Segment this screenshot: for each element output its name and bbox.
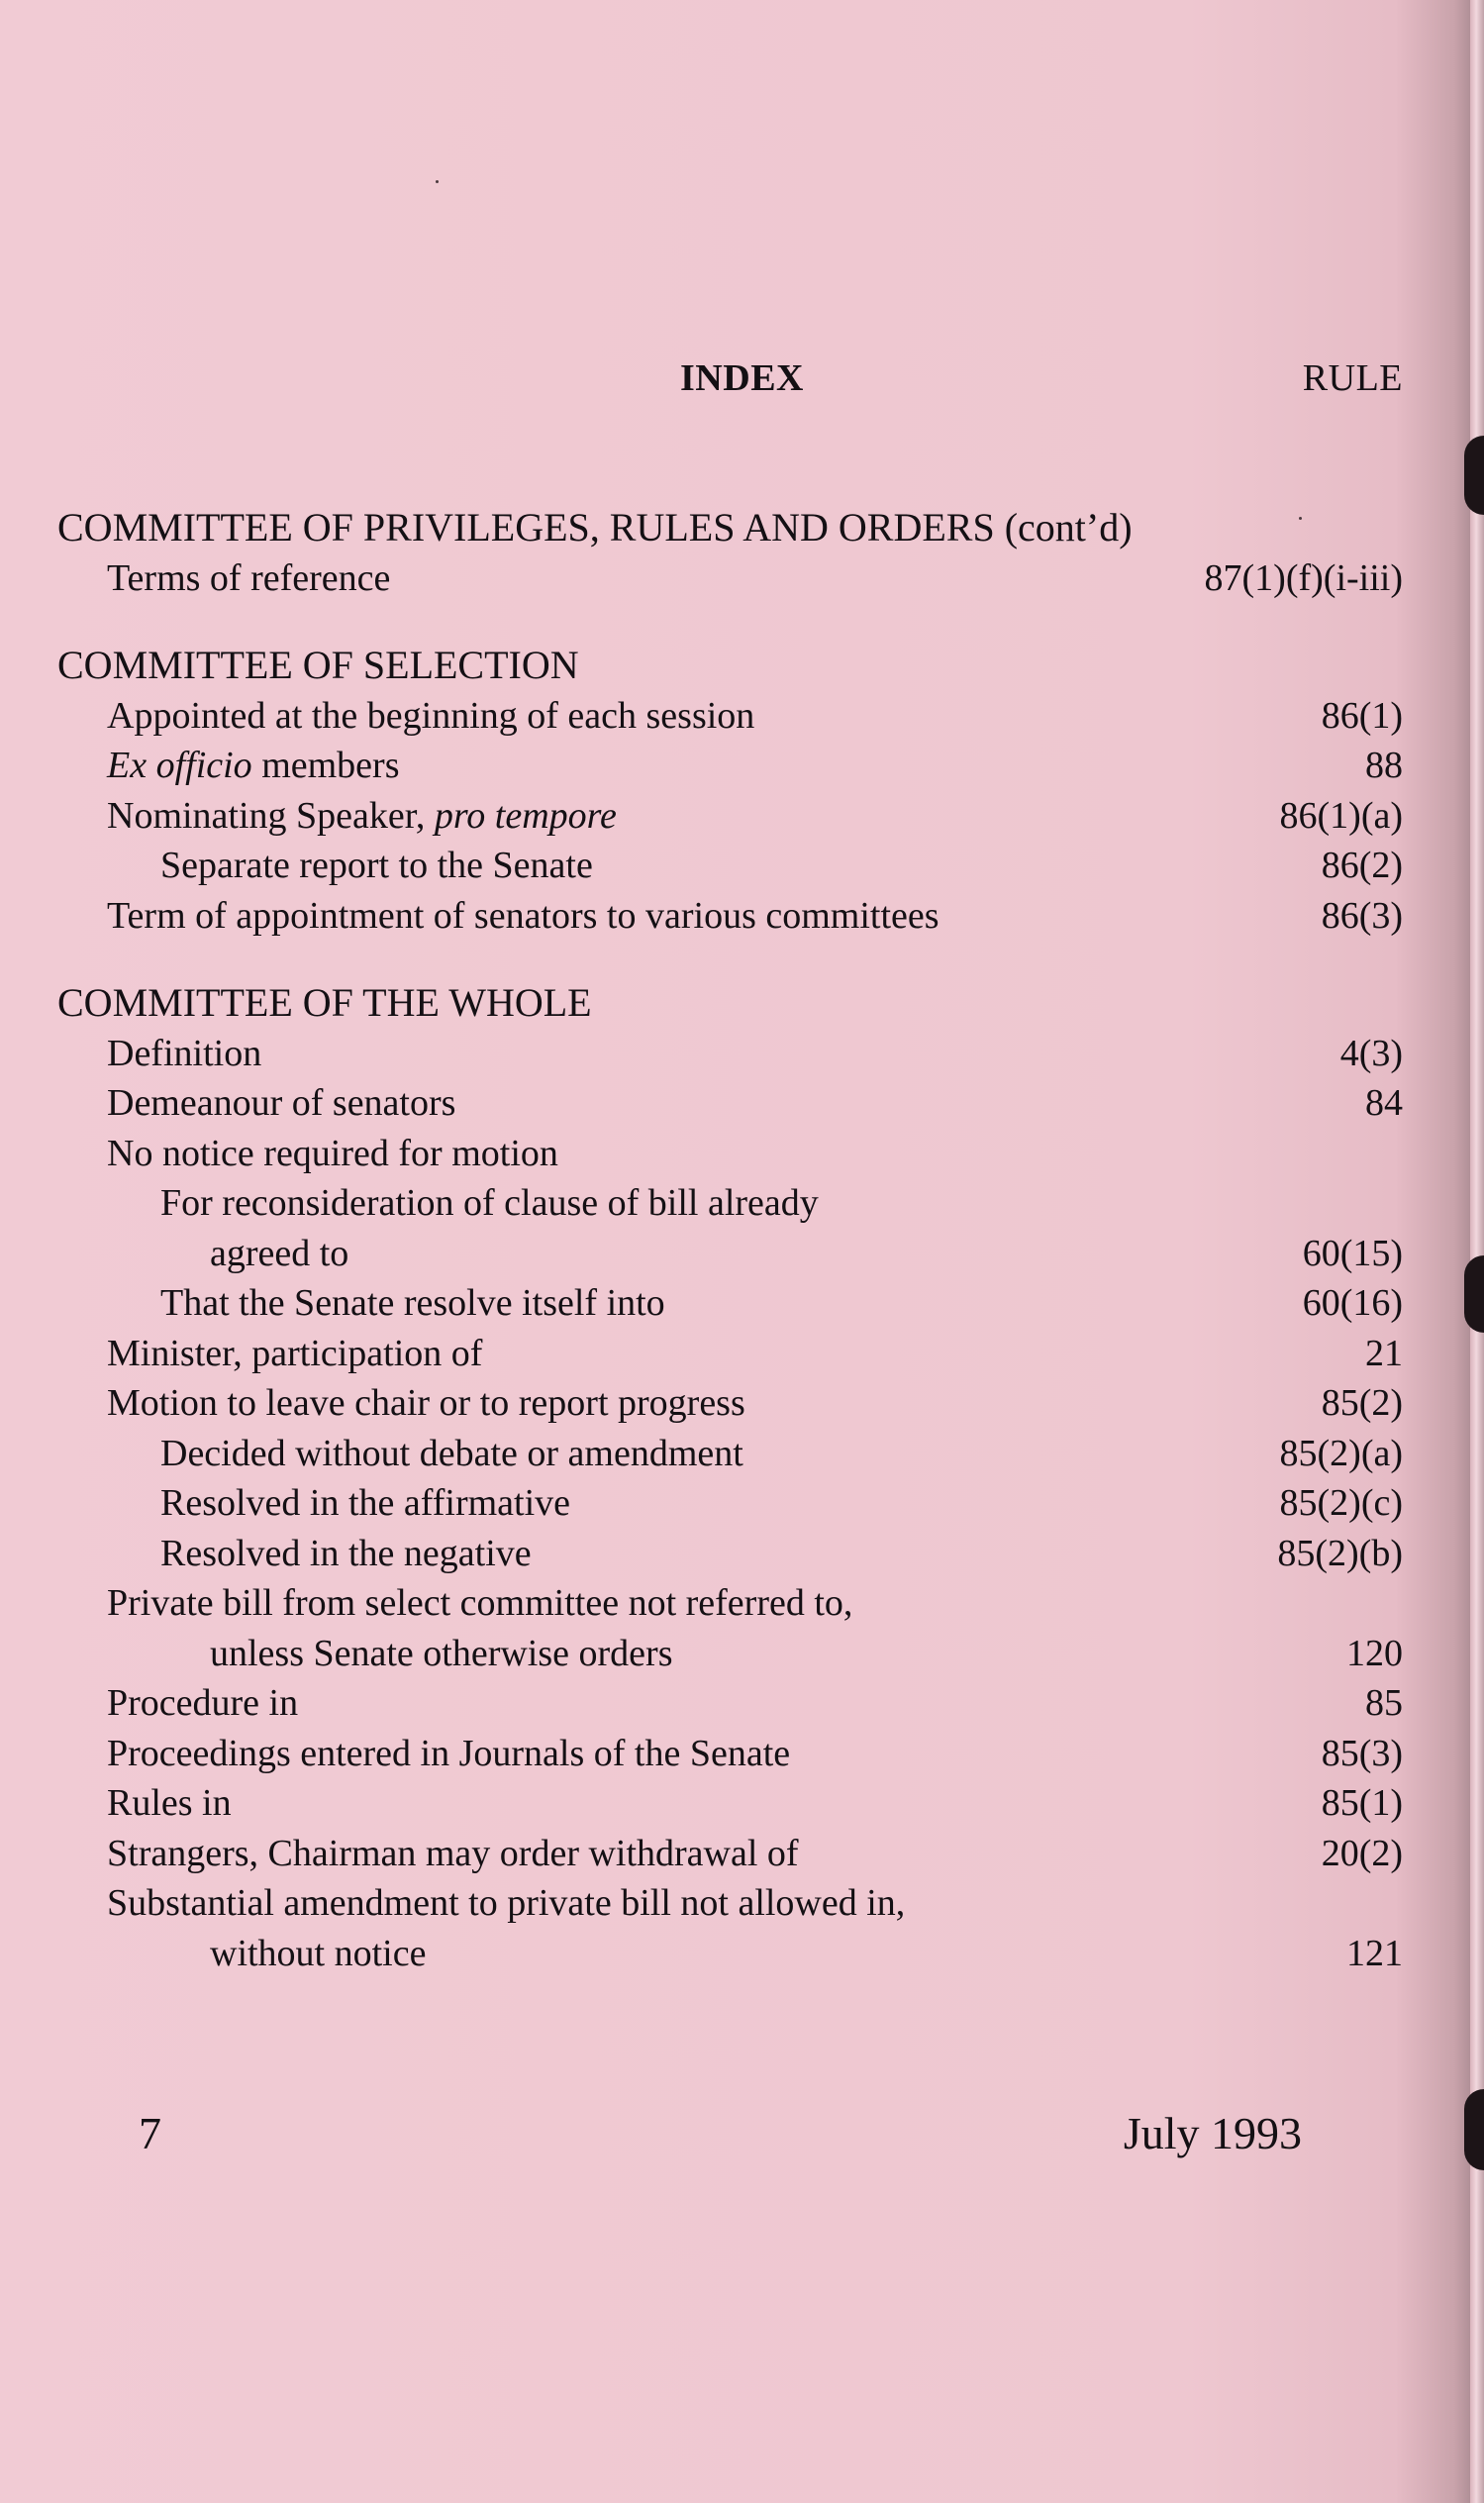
entry-text: Resolved in the negative <box>160 1532 532 1574</box>
entry-text: Ex officio members <box>107 745 400 786</box>
index-entry <box>0 741 1484 791</box>
index-entry <box>0 1478 1484 1529</box>
index-entry <box>0 1378 1484 1429</box>
entry-text: COMMITTEE OF PRIVILEGES, RULES AND ORDERS (cont’d) <box>57 505 1133 550</box>
index-entry <box>0 1529 1484 1579</box>
entry-text: Proceedings entered in Journals of the Senate <box>107 1732 791 1774</box>
entry-text: For reconsideration of clause of bill already <box>160 1182 819 1224</box>
entry-text: Minister, participation of <box>107 1332 483 1374</box>
index-entry <box>0 1778 1484 1829</box>
entry-rule-number: 86(1)(a) <box>1279 794 1403 837</box>
entry-text: COMMITTEE OF SELECTION <box>57 643 579 687</box>
entry-text: Resolved in the affirmative <box>160 1482 571 1524</box>
index-entry <box>0 1178 1484 1229</box>
entry-text: Substantial amendment to private bill not allowed in, <box>107 1882 906 1924</box>
entry-rule-number: 120 <box>1346 1632 1403 1674</box>
entry-rule-number: 4(3) <box>1339 1032 1403 1074</box>
italic-phrase: Ex officio <box>107 745 252 786</box>
revision-date: July 1993 <box>1123 2108 1302 2158</box>
entry-text: Separate report to the Senate <box>160 845 593 886</box>
entry-rule-number: 85(2)(c) <box>1279 1482 1403 1524</box>
entry-rule-number: 20(2) <box>1321 1832 1403 1874</box>
entry-rule-number: 85(2)(a) <box>1279 1432 1403 1474</box>
index-entry <box>0 1278 1484 1329</box>
index-title: INDEX <box>680 357 804 399</box>
entry-rule-number: 86(2) <box>1321 845 1403 886</box>
entry-rule-number: 85(2)(b) <box>1277 1532 1403 1574</box>
page-number: 7 <box>139 2108 161 2158</box>
entry-text: agreed to <box>210 1232 349 1274</box>
index-section-heading <box>0 641 1484 691</box>
italic-phrase: pro tempore <box>434 794 617 837</box>
index-entry <box>0 1829 1484 1879</box>
entry-text: unless Senate otherwise orders <box>210 1632 673 1674</box>
entry-text: Definition <box>107 1032 262 1074</box>
entry-text: Procedure in <box>107 1682 299 1724</box>
index-entry <box>0 1578 1484 1629</box>
section-spacer <box>0 941 1484 978</box>
rule-column-header: RULE <box>1302 357 1403 399</box>
entry-text: Motion to leave chair or to report progress <box>107 1382 745 1424</box>
index-entry <box>0 1929 1484 1979</box>
entry-text: COMMITTEE OF THE WHOLE <box>57 980 592 1025</box>
entry-rule-number: 88 <box>1365 745 1403 786</box>
index-entry <box>0 1629 1484 1679</box>
entry-rule-number: 85(1) <box>1321 1782 1403 1824</box>
entry-text: Demeanour of senators <box>107 1082 456 1124</box>
index-entry <box>0 841 1484 891</box>
entry-rule-number: 60(16) <box>1302 1282 1403 1324</box>
entry-rule-number: 87(1)(f)(i-iii) <box>1204 556 1403 599</box>
index-entry <box>0 1078 1484 1129</box>
index-entry <box>0 891 1484 942</box>
index-entry <box>0 553 1484 604</box>
entry-text: Strangers, Chairman may order withdrawal of <box>107 1832 799 1874</box>
index-entry <box>0 1129 1484 1179</box>
entry-text: without notice <box>210 1932 427 1974</box>
index-section-heading <box>0 978 1484 1029</box>
ink-speck <box>436 180 439 183</box>
entry-rule-number: 84 <box>1365 1082 1403 1124</box>
entry-rule-number: 121 <box>1346 1932 1403 1974</box>
entry-text: Rules in <box>107 1782 232 1824</box>
entry-rule-number: 60(15) <box>1302 1232 1403 1274</box>
entry-text: Decided without debate or amendment <box>160 1432 743 1474</box>
binder-hole-bottom <box>1464 2089 1484 2170</box>
index-entries <box>0 503 1484 1978</box>
entry-text: Term of appointment of senators to various committees <box>107 894 940 937</box>
index-entry <box>0 1029 1484 1079</box>
index-entry <box>0 691 1484 742</box>
index-entry <box>0 1878 1484 1929</box>
entry-text: Terms of reference <box>107 556 391 599</box>
entry-text: Private bill from select committee not referred to, <box>107 1582 853 1624</box>
section-spacer <box>0 603 1484 641</box>
entry-rule-number: 21 <box>1365 1332 1403 1374</box>
entry-text: Nominating Speaker, pro tempore <box>107 794 617 837</box>
entry-rule-number: 85(3) <box>1321 1732 1403 1774</box>
index-entry <box>0 1429 1484 1479</box>
index-entry <box>0 1729 1484 1779</box>
entry-text: Appointed at the beginning of each session <box>107 694 755 737</box>
entry-text: No notice required for motion <box>107 1132 558 1174</box>
entry-rule-number: 86(1) <box>1321 694 1403 737</box>
index-entry <box>0 1229 1484 1279</box>
index-section-heading <box>0 503 1484 553</box>
index-entry <box>0 791 1484 842</box>
entry-rule-number: 85 <box>1365 1682 1403 1724</box>
entry-rule-number: 85(2) <box>1321 1382 1403 1424</box>
index-entry <box>0 1678 1484 1729</box>
index-entry <box>0 1329 1484 1379</box>
entry-rule-number: 86(3) <box>1321 894 1403 937</box>
entry-text: That the Senate resolve itself into <box>160 1282 665 1324</box>
